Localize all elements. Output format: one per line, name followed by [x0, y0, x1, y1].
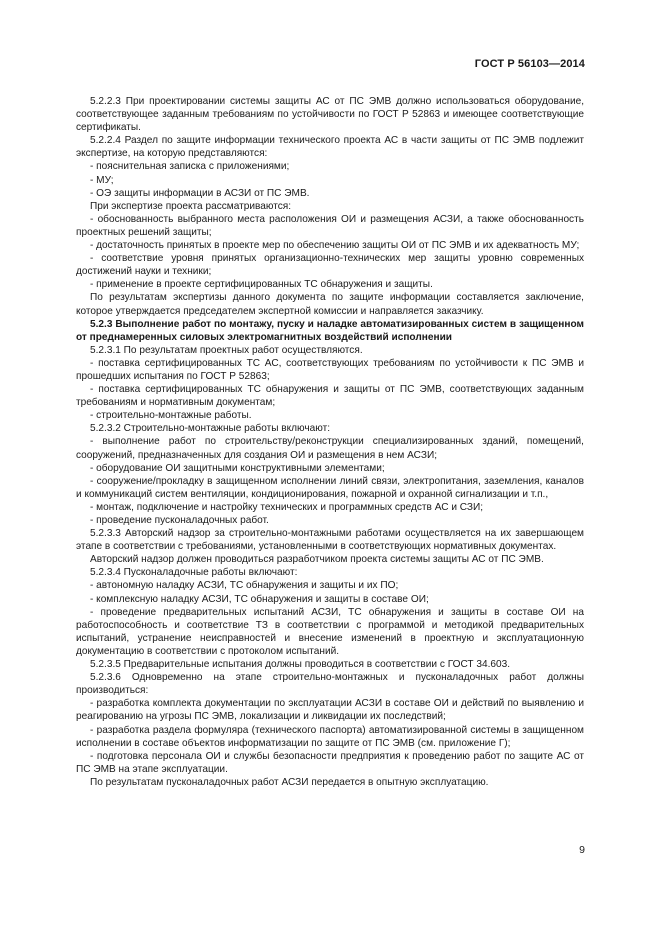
list-item: - обоснованность выбранного места расположения ОИ и размещения АСЗИ, а также обоснованность проектных решений защиты; — [76, 213, 584, 238]
list-item: - МУ; — [90, 174, 114, 186]
paragraph: По результатам пусконаладочных работ АСЗИ передается в опытную эксплуатацию. — [90, 776, 489, 788]
list-item: - выполнение работ по строительству/реконструкции специализированных зданий, помещений, сооружений, предназначенных для создания ОИ и размещения в нем АСЗИ; — [76, 436, 584, 461]
paragraph: 5.2.3.2 Строительно-монтажные работы включают: — [90, 423, 331, 435]
list-item: - комплексную наладку АСЗИ, ТС обнаружения и защиты в составе ОИ; — [90, 593, 429, 605]
list-item: - сооружение/прокладку в защищенном исполнении линий связи, электропитания, заземления, каналов и коммуникаций систем вентиляции, кондиционирования, пожарной и охранной сигнализации и т.п., — [76, 475, 584, 500]
list-item: - разработка раздела формуляра (технического паспорта) автоматизированной системы в защищенном исполнении в составе объектов информатизации по защите от ПС ЭМВ (см. приложение Г); — [76, 724, 584, 749]
paragraph: 5.2.3.6 Одновременно на этапе строительно-монтажных и пусконаладочных работ должны производиться: — [76, 672, 584, 697]
paragraph: 5.2.3.4 Пусконаладочные работы включают: — [90, 567, 298, 579]
paragraph: 5.2.2.3 При проектировании системы защиты АС от ПС ЭМВ должно использоваться оборудование, соответствующее заданным требованиям по устойчивости по ГОСТ Р 52863 и имеющее соответствующие сертификаты. — [76, 96, 584, 134]
list-item: - соответствие уровня принятых организационно-технических мер защиты уровню современных достижений науки и техники; — [76, 253, 584, 278]
document-id: ГОСТ Р 56103—2014 — [474, 58, 585, 70]
list-item: - поставка сертифицированных ТС обнаружения и защиты от ПС ЭМВ, соответствующих заданным требованиям и нормативным документам; — [76, 384, 584, 409]
paragraph: 5.2.3.3 Авторский надзор за строительно-монтажными работами осуществляется на их завершающем этапе в соответствии с требованиями, установленными в соответствующих нормативных документах. — [76, 528, 584, 553]
list-item: - ОЭ защиты информации в АСЗИ от ПС ЭМВ. — [90, 187, 310, 199]
list-item: - подготовка персонала ОИ и службы безопасности предприятия к проведению работ по защите АС от ПС ЭМВ на этапе эксплуатации. — [76, 750, 584, 775]
paragraph: По результатам экспертизы данного документа по защите информации составляется заключение, которое утверждается председателем экспертной комиссии и направляется заказчику. — [76, 292, 584, 317]
paragraph: Авторский надзор должен проводиться разработчиком проекта системы защиты АС от ПС ЭМВ. — [90, 554, 544, 566]
page-number: 9 — [579, 844, 585, 856]
paragraph: 5.2.3.1 По результатам проектных работ осуществляются. — [90, 344, 363, 356]
list-item: - строительно-монтажные работы. — [90, 410, 252, 422]
list-item: - автономную наладку АСЗИ, ТС обнаружения и защиты и их ПО; — [90, 580, 399, 592]
list-item: - проведение предварительных испытаний АСЗИ, ТС обнаружения и защиты в составе ОИ на работоспособность и соответствие ТЗ в соответствии с программой и методикой предварительных испытаний, устранение неисправностей и внесение изменений в проектную и эксплуатационную документацию в соответствии с протоколом испытаний. — [76, 606, 584, 657]
list-item: - достаточность принятых в проекте мер по обеспечению защиты ОИ от ПС ЭМВ и их адекватность МУ; — [90, 240, 580, 252]
list-item: - пояснительная записка с приложениями; — [90, 161, 290, 173]
list-item: - монтаж, подключение и настройку технических и программных средств АС и СЗИ; — [90, 501, 484, 513]
list-item: - применение в проекте сертифицированных ТС обнаружения и защиты. — [90, 279, 433, 291]
paragraph: 5.2.2.4 Раздел по защите информации технического проекта АС в части защиты от ПС ЭМВ подлежит экспертизе, на которую представляются: — [76, 135, 584, 160]
list-item: - разработка комплекта документации по эксплуатации АСЗИ в составе ОИ и действий по выявлению и реагированию на угрозы ПС ЭМВ, локализации и ликвидации их последствий; — [76, 698, 584, 723]
paragraph: 5.2.3.5 Предварительные испытания должны проводиться в соответствии с ГОСТ 34.603. — [90, 659, 511, 671]
list-item: - поставка сертифицированных ТС АС, соответствующих требованиям по устойчивости к ПС ЭМВ и прошедших испытания по ГОСТ Р 52863; — [76, 357, 584, 382]
list-item: - оборудование ОИ защитными конструктивными элементами; — [90, 462, 385, 474]
page-body — [76, 95, 584, 789]
list-item: - проведение пусконаладочных работ. — [90, 515, 269, 526]
paragraph: При экспертизе проекта рассматриваются: — [90, 200, 292, 212]
section-heading: 5.2.3 Выполнение работ по монтажу, пуску и наладке автоматизированных систем в защищенном от преднамеренных силовых электромагнитных воздействий исполнении — [76, 318, 584, 343]
